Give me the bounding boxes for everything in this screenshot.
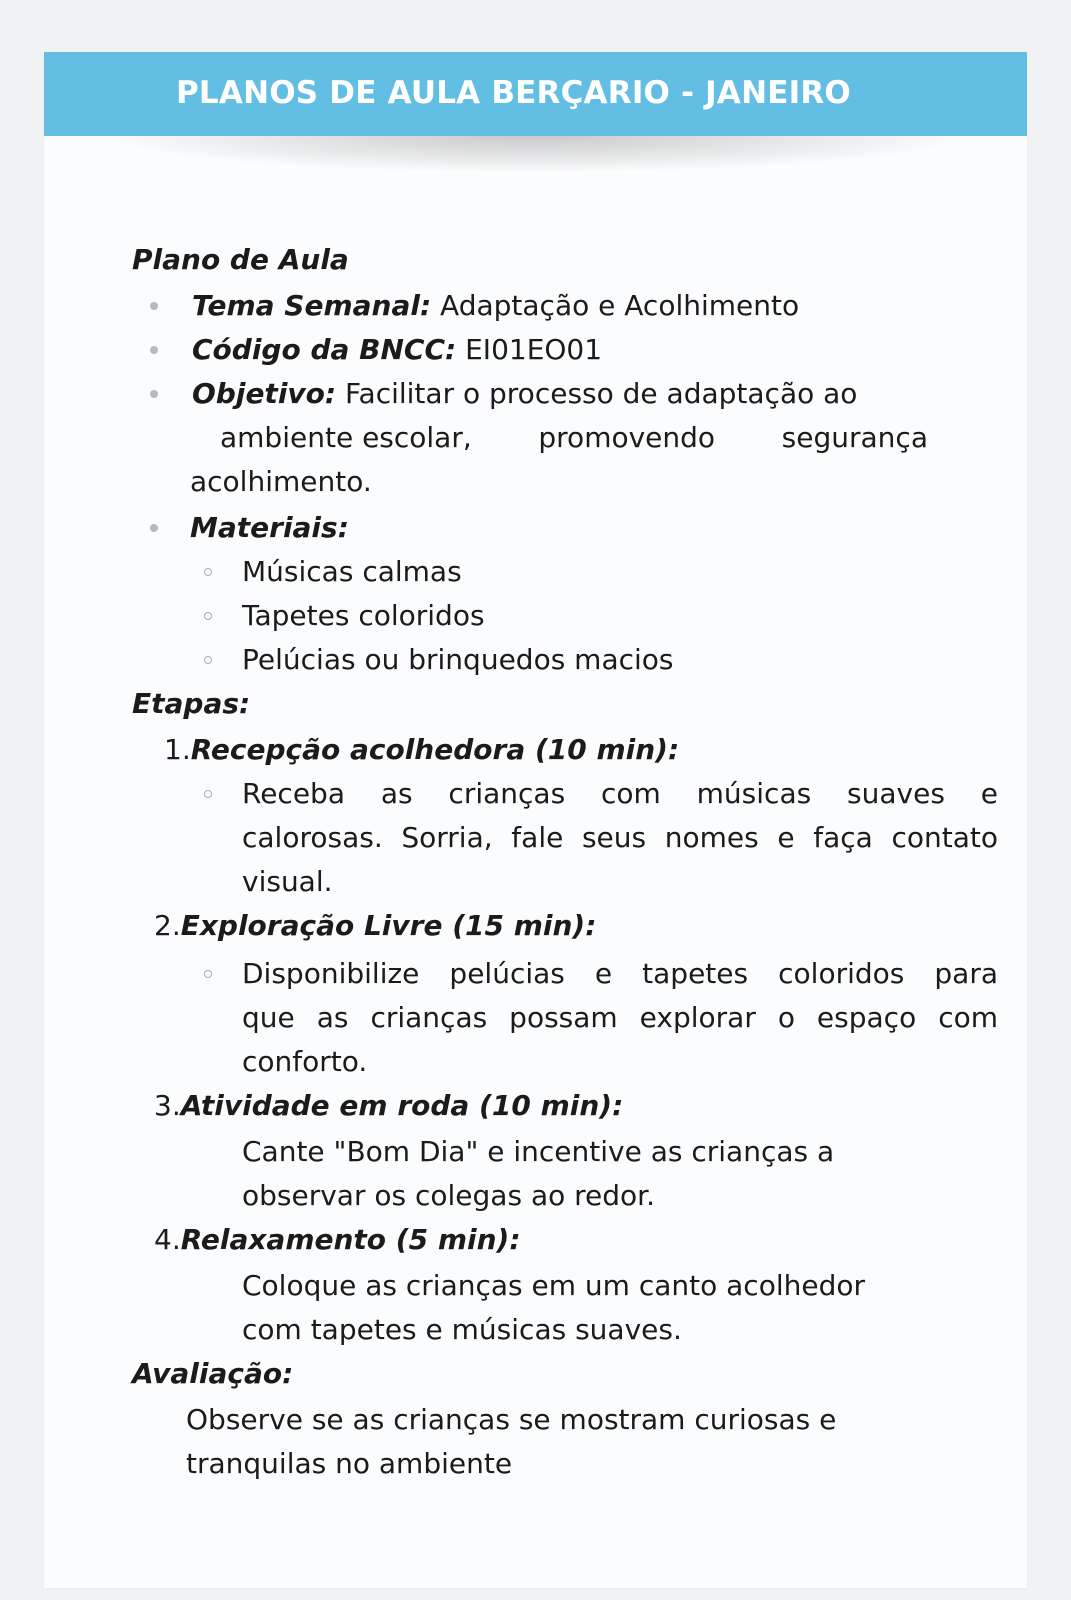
step-line: conforto. [242,1045,368,1078]
sub-bullet-icon [204,568,212,576]
bullet-icon [150,302,158,310]
step-title-text: Atividade em roda (10 min): [180,1089,624,1122]
step-number: 2. [154,909,181,942]
step-line: Coloque as crianças em um canto acolhedor [242,1269,865,1302]
plan-content [44,52,1027,1588]
etapas-heading: Etapas: [132,687,251,720]
sub-bullet-icon [204,612,212,620]
step-title [154,1084,623,1128]
objetivo-word: segurança [781,421,928,454]
lesson-plan-card [44,52,1027,1588]
avaliacao-heading: Avaliação: [132,1357,294,1390]
codigo-item [192,328,602,372]
step-number: 3. [154,1089,181,1122]
step-title [154,904,596,948]
bullet-icon [150,346,158,354]
step-line: Disponibilize pelúcias e tapetes coloridos para [242,957,998,990]
step-line: Receba as crianças com músicas suaves e [242,777,998,810]
sub-bullet-icon [204,790,212,798]
plan-heading: Plano de Aula [132,243,349,276]
objetivo-word: ambiente escolar, [220,421,472,454]
bullet-icon [150,390,158,398]
step-title-text: Recepção acolhedora (10 min): [190,733,680,766]
objetivo-word: promovendo [538,421,716,454]
objetivo-line-1: Facilitar o processo de adaptação ao [336,377,858,410]
step-line: com tapetes e músicas suaves. [242,1313,682,1346]
materiais-label: Materiais: [190,511,349,544]
tema-item [192,284,799,328]
sub-bullet-icon [204,970,212,978]
step-title [154,1218,521,1262]
objetivo-item [192,372,857,416]
material-item: Pelúcias ou brinquedos macios [242,643,674,676]
step-title [164,728,679,772]
step-number: 4. [154,1223,181,1256]
codigo-label: Código da BNCC: [192,333,457,366]
step-line: que as crianças possam explorar o espaço com [242,1001,998,1034]
material-item: Tapetes coloridos [242,599,485,632]
codigo-value: EI01EO01 [456,333,603,366]
objetivo-label: Objetivo: [192,377,337,410]
sub-bullet-icon [204,656,212,664]
step-title-text: Exploração Livre (15 min): [180,909,597,942]
step-line: visual. [242,865,333,898]
step-number: 1. [164,733,191,766]
step-line: calorosas. Sorria, fale seus nomes e faça contato [242,821,998,854]
material-item: Músicas calmas [242,555,462,588]
bullet-icon [150,524,158,532]
objetivo-line-3: acolhimento. [190,465,372,498]
avaliacao-line: Observe se as crianças se mostram curiosas e [186,1403,837,1436]
step-title-text: Relaxamento (5 min): [180,1223,521,1256]
avaliacao-line: tranquilas no ambiente [186,1447,513,1480]
step-line: Cante "Bom Dia" e incentive as crianças a [242,1135,835,1168]
tema-value: Adaptação e Acolhimento [431,289,800,322]
step-line: observar os colegas ao redor. [242,1179,655,1212]
tema-label: Tema Semanal: [192,289,432,322]
objetivo-line-2 [220,416,928,460]
page-title: PLANOS DE AULA BERÇARIO - JANEIRO [176,75,851,111]
